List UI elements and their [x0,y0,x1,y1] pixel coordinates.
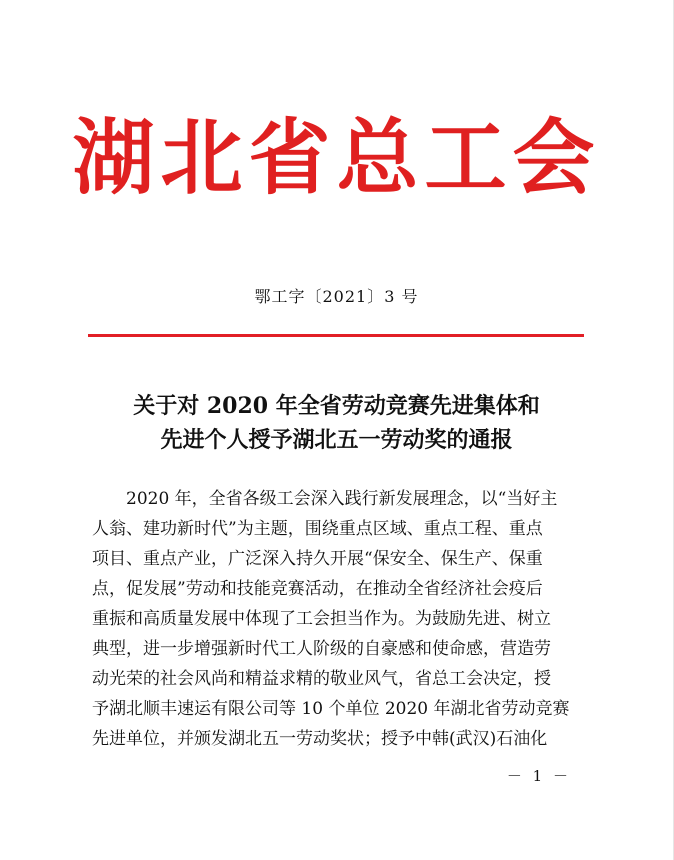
body-line: 典型，进一步增强新时代工人阶级的自豪感和使命感，营造劳 [92,639,551,659]
body-line: 点，促发展”劳动和技能竞赛活动，在推动全省经济社会疫后 [92,579,543,599]
body-line: 人翁、建功新时代”为主题，围绕重点区域、重点工程、重点 [92,519,543,539]
body-line: 动光荣的社会风尚和精益求精的敬业风气，省总工会决定，授 [92,669,551,689]
body-line: 重振和高质量发展中体现了工会担当作为。为鼓励先进、树立 [92,609,551,629]
title-line: 先进个人授予湖北五一劳动奖的通报 [160,427,513,453]
page-number: － 1 － [506,767,571,785]
red-divider-line [88,334,584,337]
document-title [0,389,673,457]
issuer-header: 湖北省总工会 [72,111,601,206]
body-line: 先进单位，并颁发湖北五一劳动奖状；授予中韩(武汉)石油化 [92,729,548,749]
body-paragraph [92,484,588,754]
title-line: 关于对 2020 年全省劳动竞赛先进集体和 [133,393,540,419]
body-line: 予湖北顺丰速运有限公司等 10 个单位 2020 年湖北省劳动竞赛 [92,699,570,719]
body-line: 项目、重点产业，广泛深入持久开展“保安全、保生产、保重 [92,549,543,569]
document-number: 鄂工字〔2021〕3 号 [254,287,419,306]
body-line: 2020 年，全省各级工会深入践行新发展理念，以“当好主 [92,489,558,509]
